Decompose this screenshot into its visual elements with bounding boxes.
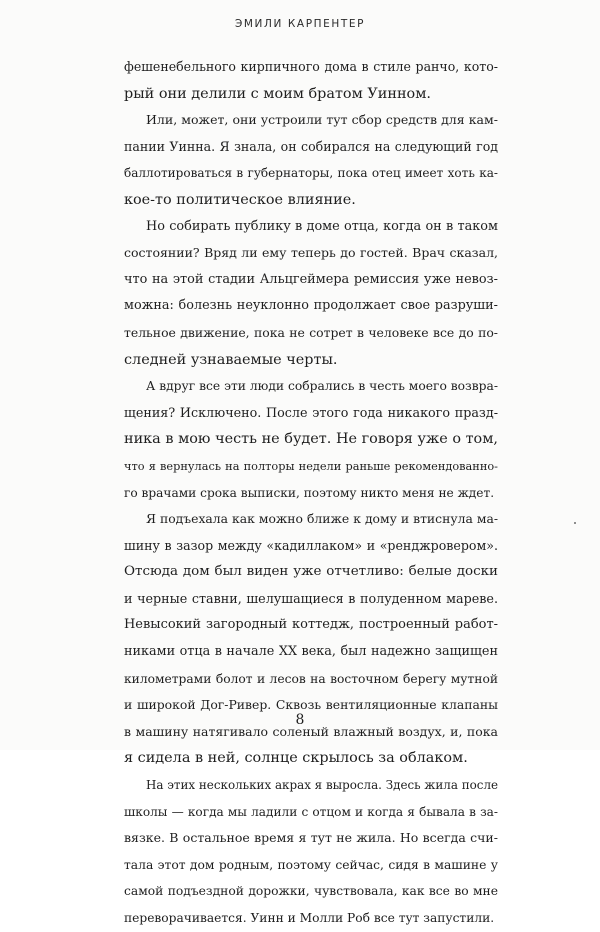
body-text (124, 54, 498, 932)
text-line: кое-то политическое влияние. (124, 191, 356, 208)
text-line: фешенебельного кирпичного дома в стиле ранчо, кото- (124, 59, 498, 74)
text-line: никами отца в начале XX века, был надежно защищен (124, 644, 498, 660)
text-line: тала этот дом родным, поэтому сейчас, сидя в машине у (124, 857, 498, 872)
paragraph (124, 772, 498, 932)
text-line: шину в зазор между «кадиллаком» и «ренджровером». (124, 537, 498, 553)
text-line: рый они делили с моим братом Уинном. (124, 85, 431, 102)
text-line: Отсюда дом был виден уже отчетливо: белые доски (124, 564, 498, 580)
paragraph (124, 506, 498, 772)
text-line: баллотироваться в губернаторы, пока отец имеет хоть ка- (124, 166, 498, 181)
text-line: Или, может, они устроили тут сбор средств для кам- (146, 112, 498, 128)
running-head: ЭМИЛИ КАРПЕНТЕР (234, 18, 366, 30)
paragraph (124, 54, 498, 107)
text-line: и широкой Дог-Ривер. Сквозь вентиляционные клапаны (124, 697, 498, 713)
text-line: На этих нескольких акрах я выросла. Здесь жила после (146, 778, 499, 793)
text-line: тельное движение, пока не сотрет в человеке все до по- (124, 324, 498, 340)
text-line: я сидела в ней, солнце скрылось за облаком. (124, 750, 468, 767)
text-line: А вдруг все эти люди собрались в честь моего возвра- (146, 379, 498, 394)
text-line: самой подъездной дорожки, чувствовала, как все во мне (124, 884, 498, 899)
text-line: что на этой стадии Альцгеймера ремиссия уже невоз- (124, 271, 498, 287)
text-line: Но собирать публику в доме отца, когда он в таком (146, 218, 498, 234)
text-line: школы — когда мы ладили с отцом и когда я бывала в за- (124, 804, 498, 819)
page-number: 8 (295, 712, 305, 728)
text-line: можна: болезнь неуклонно продолжает свое разруши- (124, 298, 498, 314)
text-line: щения? Исключено. После этого года никакого празд- (124, 404, 498, 420)
text-line: и черные ставни, шелушащиеся в полуденном мареве. (124, 590, 498, 606)
text-line: пании Уинна. Я знала, он собирался на следующий год (124, 138, 498, 154)
text-line: состоянии? Вряд ли ему теперь до гостей. Врач сказал, (124, 245, 498, 261)
text-line: следней узнаваемые черты. (124, 351, 338, 368)
text-line: в машину натягивало соленый влажный воздух, и, пока (124, 723, 498, 739)
text-line: ника в мою честь не будет. Не говоря уже о том, (124, 431, 498, 448)
text-line: Невысокий загородный коттедж, построенный работ- (124, 617, 498, 633)
paragraph (124, 107, 498, 213)
text-line: что я вернулась на полторы недели раньше рекомендованно- (124, 458, 498, 473)
text-line: километрами болот и лесов на восточном берегу мутной (124, 671, 498, 686)
paragraph (124, 373, 498, 506)
paragraph (124, 214, 498, 374)
text-line: Я подъехала как можно ближе к дому и втиснула ма- (146, 512, 498, 527)
text-line: вязке. В остальное время я тут не жила. Но всегда счи- (124, 830, 498, 846)
text-line: го врачами срока выписки, поэтому никто меня не ждет. (124, 485, 495, 500)
text-line: переворачивается. Уинн и Молли Роб все тут запустили. (124, 911, 495, 925)
scan-speck (574, 522, 576, 524)
